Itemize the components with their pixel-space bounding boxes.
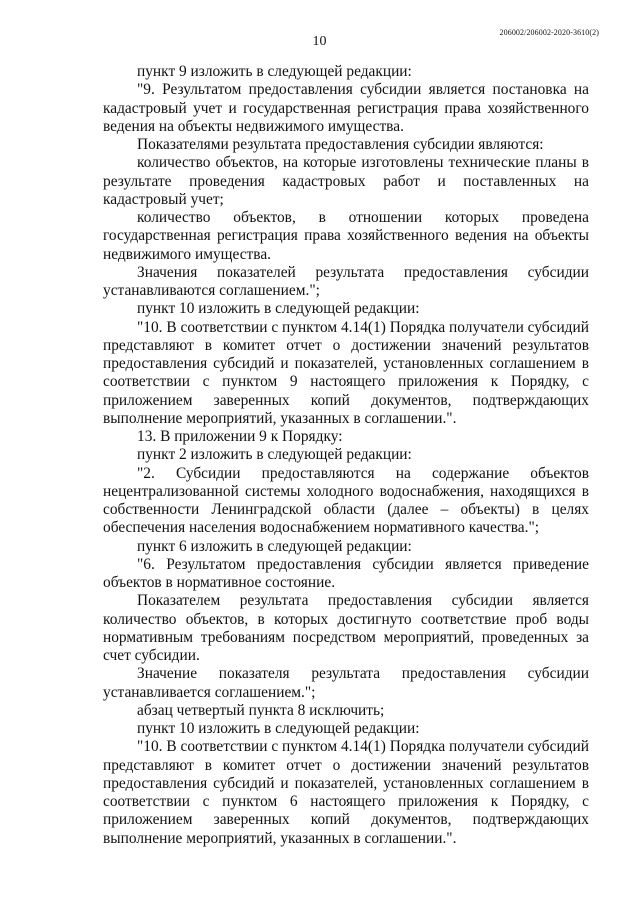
document-code: 206002/206002-2020-3610(2) [499,28,599,37]
paragraph-1: пункт 9 изложить в следующей редакции: [137,63,412,80]
paragraph-15: Значение показателя результата предоставления субсидии устанавливается соглашением."; [103,665,589,701]
paragraph-7: пункт 10 изложить в следующей редакции: [137,300,420,318]
paragraph-17: пункт 10 изложить в следующей редакции: [137,720,420,737]
paragraph-6: Значения показателей результата предоставления субсидии устанавливаются соглашением."; [103,263,589,299]
page-number: 10 [312,34,327,49]
paragraph-2: "9. Результатом предоставления субсидии является постановка на кадастровый учет и государственная регистрация права хозяйственного ведения на объекты недвижимого имущества. [103,81,589,135]
paragraph-12: пункт 6 изложить в следующей редакции: [137,537,412,555]
paragraph-5: количество объектов, в отношении которых проведена государственная регистрация права хозяйственного ведения на объекты недвижимого имущества. [103,209,589,263]
paragraph-3: Показателями результата предоставления субсидии являются: [137,136,544,153]
document-body [103,63,589,848]
paragraph-9: 13. В приложении 9 к Порядку: [137,428,343,445]
paragraph-8: "10. В соответствии с пунктом 4.14(1) Порядка получатели субсидий представляют в комитет отчет о достижении значений результатов предоставления субсидий и показателей, установленных соглашением в соответствии с пунктом 9 настоящего приложения к Порядку, с приложением заверенных копий документов, подтверждающих выполнение мероприятий, указанных в соглашении.". [103,318,589,427]
paragraph-16: абзац четвертый пункта 8 исключить; [137,701,385,719]
paragraph-18: "10. В соответствии с пунктом 4.14(1) Порядка получатели субсидий представляют в комитет отчет о достижении значений результатов предоставления субсидий и показателей, установленных соглашением в соответствии с пунктом 6 настоящего приложения к Порядку, с приложением заверенных копий документов, подтверждающих выполнение мероприятий, указанных в соглашении.". [103,738,589,847]
paragraph-14: Показателем результата предоставления субсидии является количество объектов, в которых достигнуто соответствие проб воды нормативным требованиям посредством мероприятий, проведенных за счет субсидии. [103,592,589,664]
paragraph-13: "6. Результатом предоставления субсидии является приведение объектов в нормативное состояние. [103,555,589,591]
paragraph-4: количество объектов, на которые изготовлены технические планы в результате проведения кадастровых работ и поставленных на кадастровый учет; [103,154,589,208]
paragraph-11: "2. Субсидии предоставляются на содержание объектов нецентрализованной системы холодного водоснабжения, находящихся в собственности Ленинградской области (далее – объекты) в целях обеспечения населения водоснабжением нормативного качества."; [103,464,589,537]
paragraph-10: пункт 2 изложить в следующей редакции: [137,446,412,464]
